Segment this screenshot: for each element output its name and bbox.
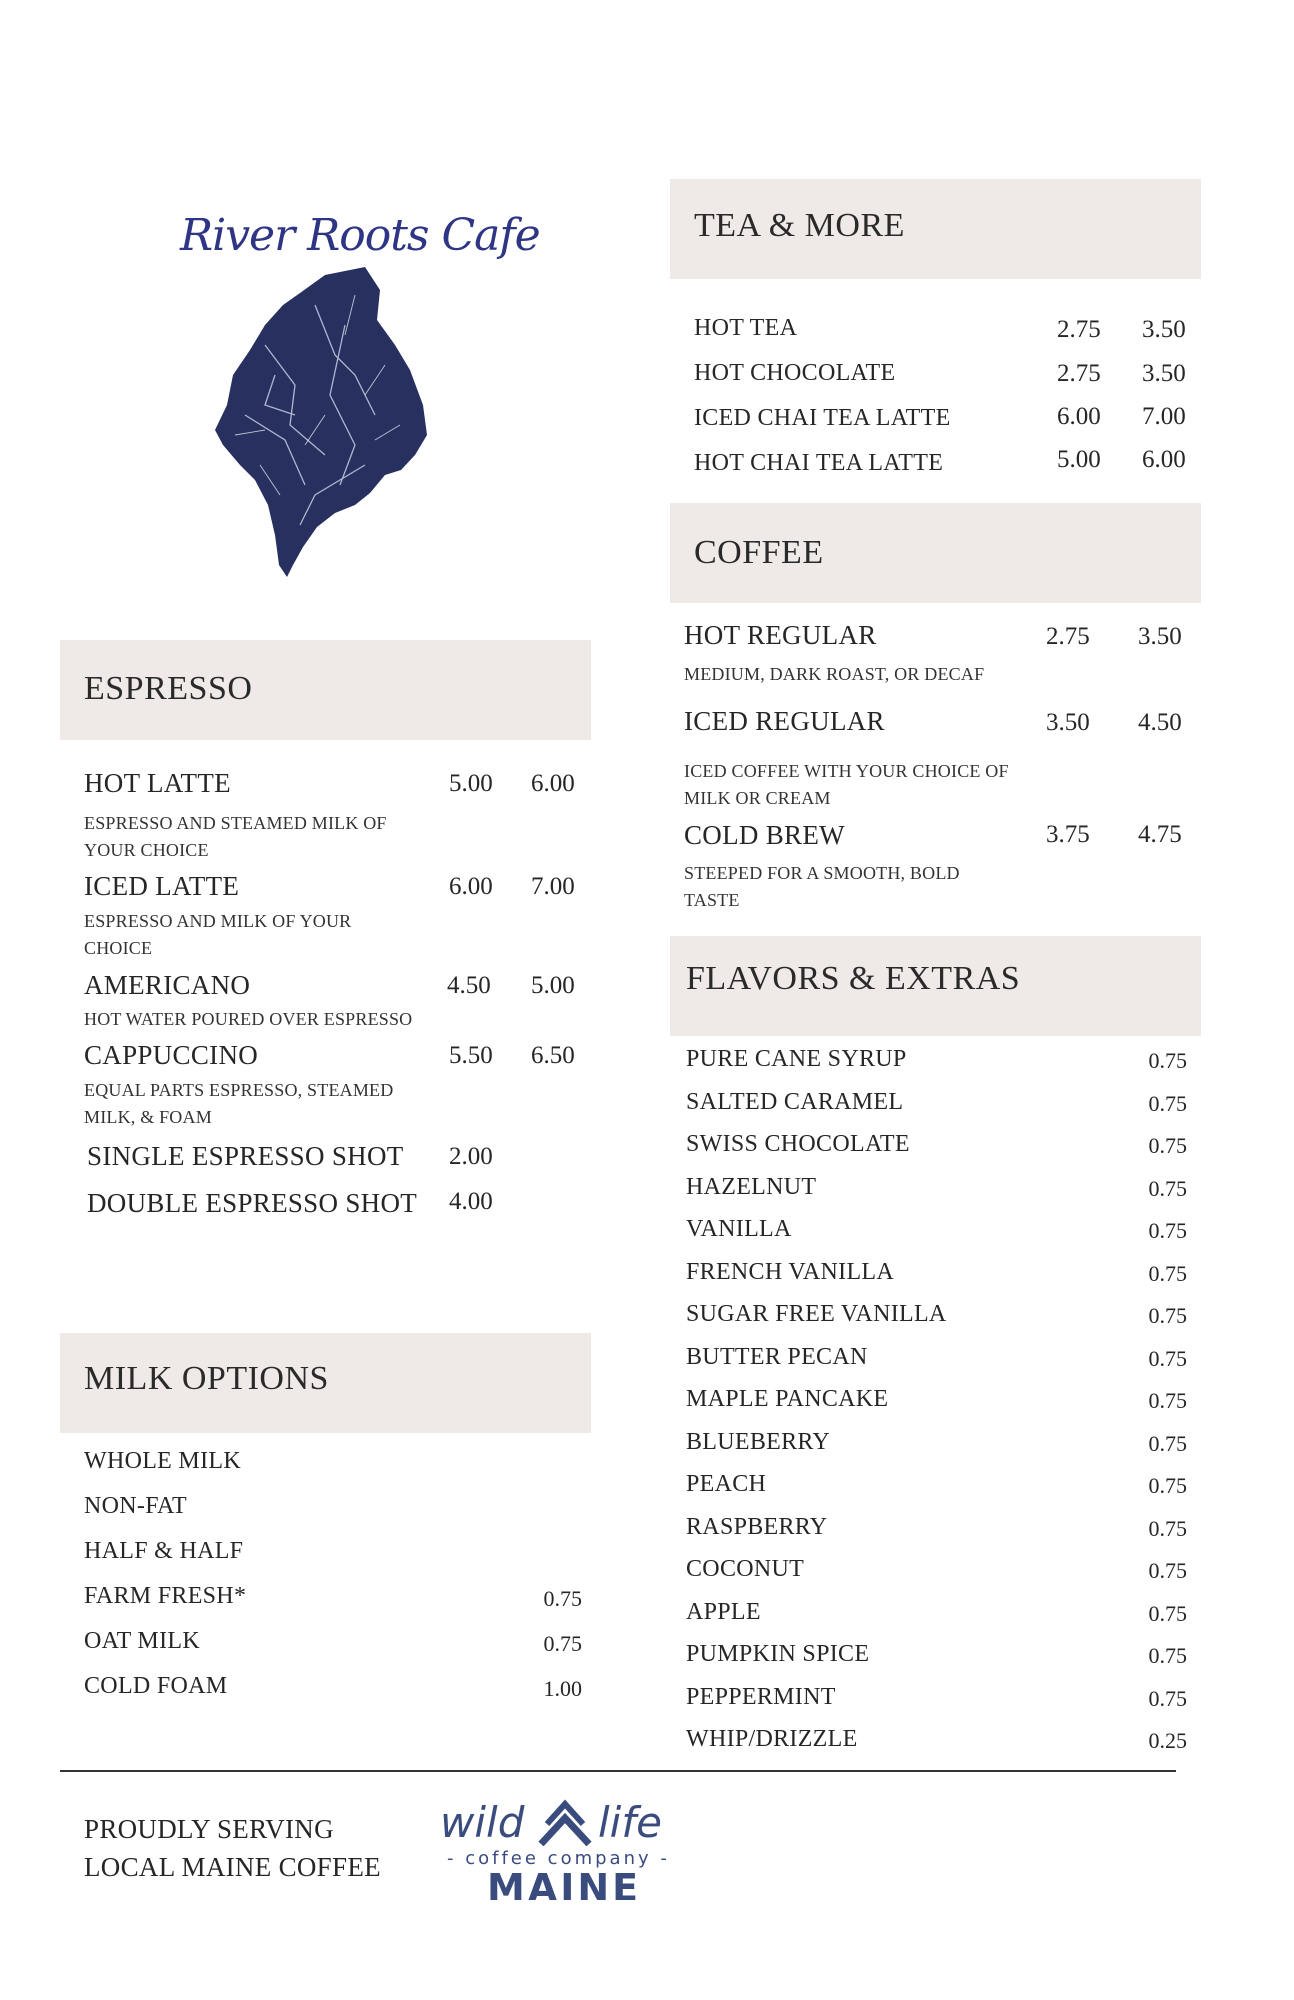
espresso-item-desc: ESPRESSO AND STEAMED MILK OF YOUR CHOICE — [84, 813, 387, 860]
flavor-item-price: 0.25 — [1148, 1728, 1187, 1753]
espresso-item-name: DOUBLE ESPRESSO SHOT — [87, 1188, 418, 1218]
tea-title: TEA & MORE — [694, 207, 905, 244]
footer-tagline — [84, 1810, 381, 1886]
flavor-item-name: SUGAR FREE VANILLA — [686, 1301, 947, 1327]
flavor-item-price: 0.75 — [1148, 1516, 1187, 1541]
cafe-logo-name: River Roots Cafe — [180, 210, 540, 261]
flavor-item-price: 0.75 — [1148, 1303, 1187, 1328]
flavor-item-price: 0.75 — [1148, 1218, 1187, 1243]
flavor-item-name: SALTED CARAMEL — [686, 1089, 904, 1115]
espresso-item-price: 5.00 — [531, 972, 575, 999]
flavor-item-price: 0.75 — [1148, 1048, 1187, 1073]
milk-item-price: 0.75 — [543, 1586, 582, 1611]
flavor-item-name: COCONUT — [686, 1556, 805, 1582]
flavor-item-price: 0.75 — [1148, 1346, 1187, 1371]
flavor-item-name: PUMPKIN SPICE — [686, 1641, 870, 1667]
coffee-item-name: COLD BREW — [684, 820, 845, 850]
flavor-item-price: 0.75 — [1148, 1686, 1187, 1711]
flavor-item-name: FRENCH VANILLA — [686, 1259, 895, 1285]
wildlife-logo-sub: - coffee company - — [447, 1848, 670, 1869]
flavor-item-price: 0.75 — [1148, 1388, 1187, 1413]
tea-item-name: HOT TEA — [694, 315, 798, 341]
flavor-item-name: SWISS CHOCOLATE — [686, 1131, 910, 1157]
tea-item-price: 5.00 — [1057, 446, 1101, 473]
maine-map-icon — [205, 265, 435, 585]
espresso-item-price: 4.00 — [449, 1188, 493, 1215]
coffee-item-desc: STEEPED FOR A SMOOTH, BOLD TASTE — [684, 863, 960, 910]
coffee-item-desc: ICED COFFEE WITH YOUR CHOICE OF MILK OR CREAM — [684, 761, 1009, 808]
espresso-item-desc: HOT WATER POURED OVER ESPRESSO — [84, 1009, 413, 1029]
espresso-item-price: 6.00 — [449, 873, 493, 900]
flavor-item-name: PEACH — [686, 1471, 767, 1497]
wildlife-logo-life: life — [598, 1798, 662, 1847]
tea-item-price: 2.75 — [1057, 316, 1101, 343]
espresso-item-price: 7.00 — [531, 873, 575, 900]
flavor-item-name: PURE CANE SYRUP — [686, 1046, 907, 1072]
flavor-item-price: 0.75 — [1148, 1601, 1187, 1626]
espresso-item-desc: EQUAL PARTS ESPRESSO, STEAMED MILK, & FOAM — [84, 1080, 394, 1127]
tea-item-name: ICED CHAI TEA LATTE — [694, 405, 951, 431]
coffee-item-name: HOT REGULAR — [684, 620, 877, 650]
tea-item-name: HOT CHOCOLATE — [694, 360, 896, 386]
flavor-item-name: RASPBERRY — [686, 1514, 828, 1540]
mountain-chevron-icon — [537, 1798, 593, 1846]
espresso-item-name: AMERICANO — [84, 970, 251, 1000]
espresso-item-price: 6.00 — [531, 770, 575, 797]
milk-item-name: WHOLE MILK — [84, 1448, 241, 1474]
espresso-item-name: ICED LATTE — [84, 871, 240, 901]
milk-item-name: COLD FOAM — [84, 1673, 228, 1699]
coffee-item-price: 3.75 — [1046, 821, 1090, 848]
milk-item-price: 0.75 — [543, 1631, 582, 1656]
wildlife-logo-region: MAINE — [487, 1866, 642, 1900]
espresso-item-name: HOT LATTE — [84, 768, 231, 798]
flavor-item-price: 0.75 — [1148, 1176, 1187, 1201]
coffee-title: COFFEE — [694, 534, 824, 571]
milk-item-name: FARM FRESH* — [84, 1583, 247, 1609]
coffee-item-name: ICED REGULAR — [684, 706, 885, 736]
tea-item-price: 7.00 — [1142, 403, 1186, 430]
flavor-item-name: BUTTER PECAN — [686, 1344, 868, 1370]
flavor-item-name: APPLE — [686, 1599, 761, 1625]
coffee-item-price: 4.75 — [1138, 821, 1182, 848]
flavor-item-name: HAZELNUT — [686, 1174, 817, 1200]
flavor-item-name: PEPPERMINT — [686, 1684, 836, 1710]
flavor-item-price: 0.75 — [1148, 1133, 1187, 1158]
coffee-item-price: 2.75 — [1046, 623, 1090, 650]
milk-item-name: HALF & HALF — [84, 1538, 244, 1564]
espresso-item-desc: ESPRESSO AND MILK OF YOUR CHOICE — [84, 911, 352, 958]
flavor-item-name: BLUEBERRY — [686, 1429, 831, 1455]
coffee-item-price: 3.50 — [1046, 709, 1090, 736]
flavor-item-price: 0.75 — [1148, 1431, 1187, 1456]
milk-item-name: NON-FAT — [84, 1493, 187, 1519]
flavor-item-price: 0.75 — [1148, 1261, 1187, 1286]
milk-title: MILK OPTIONS — [84, 1360, 329, 1397]
flavor-item-price: 0.75 — [1148, 1091, 1187, 1116]
espresso-item-name: SINGLE ESPRESSO SHOT — [87, 1141, 404, 1171]
coffee-item-price: 4.50 — [1138, 709, 1182, 736]
flavor-item-name: WHIP/DRIZZLE — [686, 1726, 858, 1752]
tea-item-name: HOT CHAI TEA LATTE — [694, 450, 944, 476]
espresso-item-price: 2.00 — [449, 1143, 493, 1170]
flavor-item-name: MAPLE PANCAKE — [686, 1386, 889, 1412]
flavors-title: FLAVORS & EXTRAS — [686, 960, 1021, 997]
tea-item-price: 6.00 — [1057, 403, 1101, 430]
footer-divider — [60, 1770, 1176, 1772]
wildlife-logo-wild: wild — [440, 1798, 525, 1847]
flavor-item-price: 0.75 — [1148, 1643, 1187, 1668]
milk-item-name: OAT MILK — [84, 1628, 200, 1654]
espresso-item-price: 4.50 — [447, 972, 491, 999]
flavor-item-price: 0.75 — [1148, 1558, 1187, 1583]
tea-item-price: 3.50 — [1142, 316, 1186, 343]
tea-item-price: 6.00 — [1142, 446, 1186, 473]
footer-line-1: PROUDLY SERVING — [84, 1814, 334, 1844]
espresso-item-price: 5.00 — [449, 770, 493, 797]
coffee-item-desc: MEDIUM, DARK ROAST, OR DECAF — [684, 664, 985, 684]
espresso-item-price: 6.50 — [531, 1042, 575, 1069]
flavor-item-price: 0.75 — [1148, 1473, 1187, 1498]
espresso-item-price: 5.50 — [449, 1042, 493, 1069]
coffee-item-price: 3.50 — [1138, 623, 1182, 650]
espresso-title: ESPRESSO — [84, 670, 253, 707]
tea-item-price: 3.50 — [1142, 360, 1186, 387]
footer-line-2: LOCAL MAINE COFFEE — [84, 1852, 381, 1882]
espresso-item-name: CAPPUCCINO — [84, 1040, 259, 1070]
milk-item-price: 1.00 — [543, 1676, 582, 1701]
flavor-item-name: VANILLA — [686, 1216, 792, 1242]
tea-item-price: 2.75 — [1057, 360, 1101, 387]
